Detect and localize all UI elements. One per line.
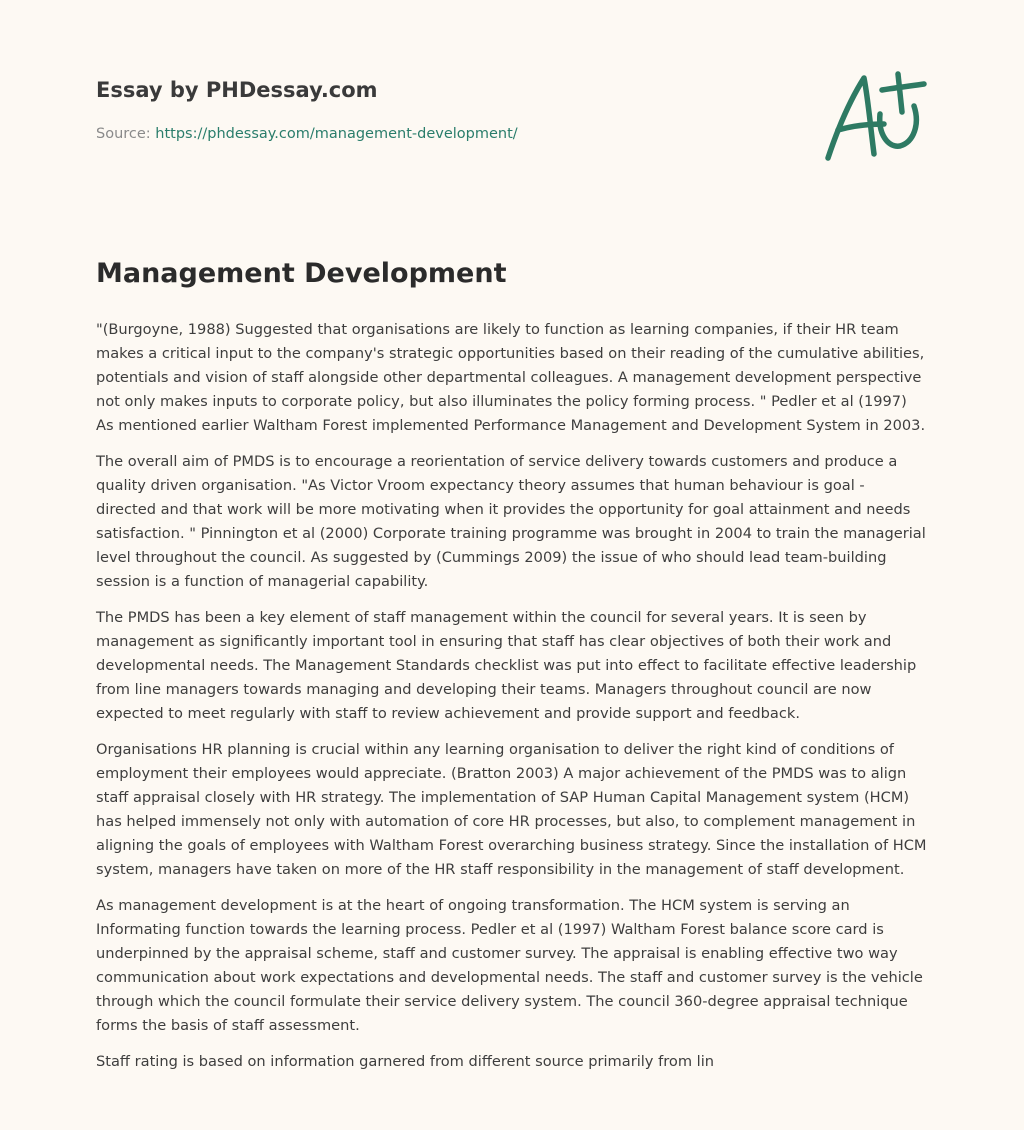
- essay-paragraph: Staff rating is based on information garnered from different source primarily from lin: [96, 1053, 715, 1070]
- essay-paragraph: As management development is at the heart of ongoing transformation. The HCM system is serving an Informating function towards the learning process. Pedler et al (1997) Waltham Forest balance score card is underpinned by the appraisal scheme, staff and customer survey. The appraisal is enabling effective two way communication about work expectations and developmental needs. The staff and customer survey is the vehicle through which the council formulate their service delivery system. The council 360-degree appraisal technique forms the basis of staff assessment.: [96, 897, 923, 1034]
- essay-paragraph: The overall aim of PMDS is to encourage a reorientation of service delivery towards customers and produce a quality driven organisation. "As Victor Vroom expectancy theory assumes that human behaviour is goal - directed and that work will be more motivating when it provides the opportunity for goal attainment and needs satisfaction. " Pinnington et al (2000) Corporate training programme was brought in 2004 to train the managerial level throughout the council. As suggested by (Cummings 2009) the issue of who should lead team-building session is a function of managerial capability.: [96, 453, 926, 590]
- site-title: Essay by PHDessay.com: [96, 78, 378, 102]
- page-header: [96, 76, 696, 144]
- source-link[interactable]: https://phdessay.com/management-development/: [155, 126, 518, 142]
- essay-article: [96, 256, 928, 1086]
- source-label: Source:: [96, 126, 151, 142]
- source-line: [96, 124, 696, 144]
- a-plus-grade-icon: [818, 68, 928, 166]
- essay-paragraph: The PMDS has been a key element of staff management within the council for several years. It is seen by management as significantly important tool in ensuring that staff has clear objectives of both their work and developmental needs. The Management Standards checklist was put into effect to facilitate effective leadership from line managers towards managing and developing their teams. Managers throughout council are now expected to meet regularly with staff to review achievement and provide support and feedback.: [96, 609, 917, 722]
- essay-paragraph: Organisations HR planning is crucial within any learning organisation to deliver the right kind of conditions of employment their employees would appreciate. (Bratton 2003) A major achievement of the PMDS was to align staff appraisal closely with HR strategy. The implementation of SAP Human Capital Management system (HCM) has helped immensely not only with automation of core HR processes, but also, to complement management in aligning the goals of employees with Waltham Forest overarching business strategy. Since the installation of HCM system, managers have taken on more of the HR staff responsibility in the management of staff development.: [96, 741, 927, 878]
- essay-paragraph: "(Burgoyne, 1988) Suggested that organisations are likely to function as learning companies, if their HR team makes a critical input to the company's strategic opportunities based on their reading of the cumulative abilities, potentials and vision of staff alongside other departmental colleagues. A management development perspective not only makes inputs to corporate policy, but also illuminates the policy forming process. " Pedler et al (1997) As mentioned earlier Waltham Forest implemented Performance Management and Development System in 2003.: [96, 321, 926, 434]
- essay-title: Management Development: [96, 258, 507, 289]
